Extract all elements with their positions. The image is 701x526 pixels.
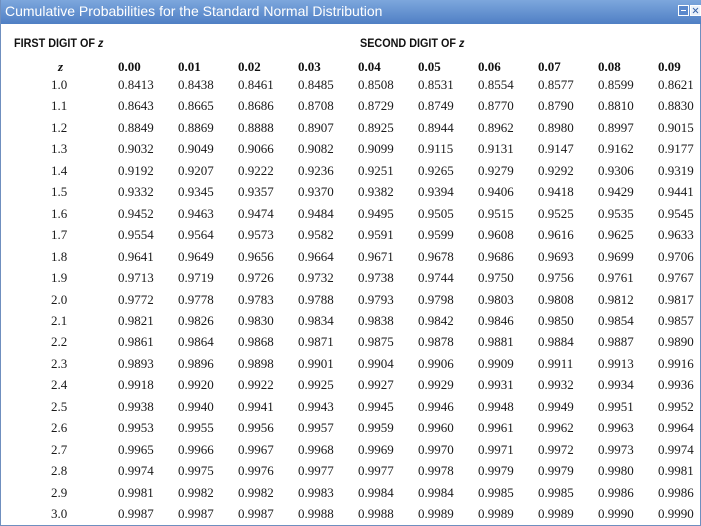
table-cell: 0.9989	[478, 506, 514, 521]
table-cell: 0.9535	[598, 206, 634, 221]
table-cell: 0.9963	[598, 420, 634, 435]
table-cell: 0.9929	[418, 377, 454, 392]
table-cell: 0.9656	[238, 249, 274, 264]
table-cell: 0.8770	[478, 98, 514, 113]
table-cell: 0.9177	[658, 141, 694, 156]
table-cell: 0.9788	[298, 292, 334, 307]
table-cell: 0.9761	[598, 270, 634, 285]
table-cell: 0.9778	[178, 292, 214, 307]
row-z-value: 1.4	[51, 163, 68, 178]
title-bar	[1, 0, 701, 24]
table-cell: 0.9484	[298, 206, 334, 221]
table-cell: 0.8944	[418, 120, 454, 135]
table-cell: 0.8508	[358, 77, 394, 92]
second-digit-label: SECOND DIGIT OF	[360, 36, 457, 50]
column-header: 0.07	[538, 59, 561, 74]
table-cell: 0.9279	[478, 163, 514, 178]
table-cell: 0.8849	[118, 120, 154, 135]
table-cell: 0.9429	[598, 184, 634, 199]
table-cell: 0.9979	[478, 463, 514, 478]
table-cell: 0.8790	[538, 98, 574, 113]
table-cell: 0.9463	[178, 206, 214, 221]
table-cell: 0.9756	[538, 270, 574, 285]
table-cell: 0.9943	[298, 399, 334, 414]
table-cell: 0.9948	[478, 399, 514, 414]
table-cell: 0.9582	[298, 227, 334, 242]
table-cell: 0.9973	[598, 442, 634, 457]
table-cell: 0.9793	[358, 292, 394, 307]
table-cell: 0.9887	[598, 334, 634, 349]
table-cell: 0.8830	[658, 98, 694, 113]
table-cell: 0.9099	[358, 141, 394, 156]
table-cell: 0.9838	[358, 313, 394, 328]
table-cell: 0.9394	[418, 184, 454, 199]
table-cell: 0.9916	[658, 356, 694, 371]
table-cell: 0.9990	[658, 506, 694, 521]
table-cell: 0.9952	[658, 399, 694, 414]
table-cell: 0.9940	[178, 399, 214, 414]
row-z-value: 2.6	[51, 420, 68, 435]
table-cell: 0.9953	[118, 420, 154, 435]
table-cell: 0.9909	[478, 356, 514, 371]
table-cell: 0.9985	[538, 485, 574, 500]
table-cell: 0.9803	[478, 292, 514, 307]
column-header: 0.03	[298, 59, 321, 74]
table-cell: 0.9871	[298, 334, 334, 349]
table-cell: 0.8665	[178, 98, 214, 113]
table-cell: 0.9750	[478, 270, 514, 285]
table-cell: 0.9251	[358, 163, 394, 178]
table-cell: 0.9545	[658, 206, 694, 221]
table-cell: 0.9988	[358, 506, 394, 521]
table-cell: 0.9049	[178, 141, 214, 156]
table-cell: 0.8869	[178, 120, 214, 135]
table-cell: 0.9515	[478, 206, 514, 221]
table-cell: 0.9906	[418, 356, 454, 371]
table-cell: 0.9979	[538, 463, 574, 478]
table-cell: 0.9931	[478, 377, 514, 392]
table-cell: 0.9949	[538, 399, 574, 414]
column-header: 0.04	[358, 59, 381, 74]
table-cell: 0.9936	[658, 377, 694, 392]
table-cell: 0.9207	[178, 163, 214, 178]
table-cell: 0.9934	[598, 377, 634, 392]
table-cell: 0.9861	[118, 334, 154, 349]
table-cell: 0.9986	[658, 485, 694, 500]
table-cell: 0.9834	[298, 313, 334, 328]
table-cell: 0.9927	[358, 377, 394, 392]
table-cell: 0.9966	[178, 442, 214, 457]
row-z-value: 2.0	[51, 292, 68, 307]
table-cell: 0.9986	[598, 485, 634, 500]
second-digit-header	[360, 36, 464, 50]
table-cell: 0.9884	[538, 334, 574, 349]
table-cell: 0.9306	[598, 163, 634, 178]
row-z-value: 1.7	[51, 227, 68, 242]
table-cell: 0.9868	[238, 334, 274, 349]
table-cell: 0.9932	[538, 377, 574, 392]
table-cell: 0.9896	[178, 356, 214, 371]
table-cell: 0.9976	[238, 463, 274, 478]
table-cell: 0.8554	[478, 77, 514, 92]
table-cell: 0.9875	[358, 334, 394, 349]
table-cell: 0.9969	[358, 442, 394, 457]
table-cell: 0.9671	[358, 249, 394, 264]
column-header: 0.05	[418, 59, 441, 74]
table-cell: 0.9878	[418, 334, 454, 349]
table-cell: 0.9495	[358, 206, 394, 221]
table-cell: 0.8643	[118, 98, 154, 113]
table-cell: 0.8749	[418, 98, 454, 113]
close-icon[interactable]	[690, 5, 701, 16]
table-cell: 0.9965	[118, 442, 154, 457]
table-cell: 0.9357	[238, 184, 274, 199]
table-cell: 0.9738	[358, 270, 394, 285]
table-cell: 0.9713	[118, 270, 154, 285]
row-z-value: 1.0	[51, 77, 68, 92]
table-cell: 0.9821	[118, 313, 154, 328]
table-cell: 0.9982	[178, 485, 214, 500]
row-z-value: 2.4	[51, 377, 68, 392]
table-cell: 0.9767	[658, 270, 694, 285]
table-cell: 0.9474	[238, 206, 274, 221]
table-cell: 0.9938	[118, 399, 154, 414]
column-header: 0.02	[238, 59, 261, 74]
table-cell: 0.9904	[358, 356, 394, 371]
minimize-icon[interactable]	[678, 5, 689, 16]
row-z-value: 1.3	[51, 141, 68, 156]
row-z-value: 1.5	[51, 184, 68, 199]
table-cell: 0.8461	[238, 77, 274, 92]
table-cell: 0.9989	[418, 506, 454, 521]
table-cell: 0.9977	[358, 463, 394, 478]
table-cell: 0.9222	[238, 163, 274, 178]
table-cell: 0.9319	[658, 163, 694, 178]
table-cell: 0.9988	[298, 506, 334, 521]
table-cell: 0.9987	[118, 506, 154, 521]
table-cell: 0.9693	[538, 249, 574, 264]
row-z-value: 2.9	[51, 485, 68, 500]
table-cell: 0.9945	[358, 399, 394, 414]
row-z-value: 2.7	[51, 442, 68, 457]
table-cell: 0.9984	[358, 485, 394, 500]
table-cell: 0.9920	[178, 377, 214, 392]
row-z-value: 2.5	[51, 399, 68, 414]
table-cell: 0.9744	[418, 270, 454, 285]
window-title: Cumulative Probabilities for the Standard Normal Distribution	[5, 3, 383, 19]
table-cell: 0.9981	[118, 485, 154, 500]
table-cell: 0.8708	[298, 98, 334, 113]
table-cell: 0.9967	[238, 442, 274, 457]
table-cell: 0.9981	[658, 463, 694, 478]
table-cell: 0.9564	[178, 227, 214, 242]
table-cell: 0.8413	[118, 77, 154, 92]
table-cell: 0.8621	[658, 77, 694, 92]
table-cell: 0.8577	[538, 77, 574, 92]
table-cell: 0.9699	[598, 249, 634, 264]
table-cell: 0.9616	[538, 227, 574, 242]
table-cell: 0.9864	[178, 334, 214, 349]
table-cell: 0.9984	[418, 485, 454, 500]
table-cell: 0.8810	[598, 98, 634, 113]
table-cell: 0.9925	[298, 377, 334, 392]
table-cell: 0.9980	[598, 463, 634, 478]
table-cell: 0.9732	[298, 270, 334, 285]
table-cell: 0.9678	[418, 249, 454, 264]
table-cell: 0.9971	[478, 442, 514, 457]
table-cell: 0.9625	[598, 227, 634, 242]
table-cell: 0.9686	[478, 249, 514, 264]
table-cell: 0.9970	[418, 442, 454, 457]
table-cell: 0.9706	[658, 249, 694, 264]
table-cell: 0.9162	[598, 141, 634, 156]
table-cell: 0.9974	[118, 463, 154, 478]
table-cell: 0.9987	[178, 506, 214, 521]
table-cell: 0.9830	[238, 313, 274, 328]
table-cell: 0.9066	[238, 141, 274, 156]
table-cell: 0.9525	[538, 206, 574, 221]
table-cell: 0.9983	[298, 485, 334, 500]
table-cell: 0.9633	[658, 227, 694, 242]
table-cell: 0.8888	[238, 120, 274, 135]
table-cell: 0.8997	[598, 120, 634, 135]
row-z-value: 2.8	[51, 463, 68, 478]
table-cell: 0.9974	[658, 442, 694, 457]
table-cell: 0.9962	[538, 420, 574, 435]
column-header: 0.08	[598, 59, 621, 74]
table-cell: 0.9808	[538, 292, 574, 307]
table-cell: 0.9975	[178, 463, 214, 478]
table-cell: 0.9147	[538, 141, 574, 156]
row-z-value: 1.6	[51, 206, 68, 221]
table-cell: 0.9846	[478, 313, 514, 328]
table-cell: 0.9955	[178, 420, 214, 435]
table-cell: 0.9783	[238, 292, 274, 307]
table-cell: 0.8485	[298, 77, 334, 92]
table-cell: 0.9881	[478, 334, 514, 349]
first-digit-label: FIRST DIGIT OF	[14, 36, 95, 50]
table-cell: 0.9345	[178, 184, 214, 199]
table-cell: 0.9918	[118, 377, 154, 392]
first-digit-z-symbol: z	[98, 36, 104, 50]
row-z-value: 2.1	[51, 313, 68, 328]
table-cell: 0.9265	[418, 163, 454, 178]
table-cell: 0.9972	[538, 442, 574, 457]
table-cell: 0.9850	[538, 313, 574, 328]
table-cell: 0.9857	[658, 313, 694, 328]
column-header: 0.00	[118, 59, 141, 74]
column-header: 0.09	[658, 59, 681, 74]
row-z-value: 1.8	[51, 249, 68, 264]
table-cell: 0.9987	[238, 506, 274, 521]
table-cell: 0.9573	[238, 227, 274, 242]
table-cell: 0.8925	[358, 120, 394, 135]
table-cell: 0.9922	[238, 377, 274, 392]
table-cell: 0.9131	[478, 141, 514, 156]
table-cell: 0.9941	[238, 399, 274, 414]
row-z-value: 1.2	[51, 120, 68, 135]
table-cell: 0.8599	[598, 77, 634, 92]
table-cell: 0.9599	[418, 227, 454, 242]
table-cell: 0.9015	[658, 120, 694, 135]
table-cell: 0.9082	[298, 141, 334, 156]
table-cell: 0.9719	[178, 270, 214, 285]
table-cell: 0.8907	[298, 120, 334, 135]
column-header: 0.01	[178, 59, 201, 74]
table-cell: 0.8531	[418, 77, 454, 92]
table-cell: 0.9901	[298, 356, 334, 371]
table-cell: 0.9826	[178, 313, 214, 328]
table-cell: 0.9370	[298, 184, 334, 199]
table-cell: 0.9115	[418, 141, 454, 156]
table-cell: 0.9554	[118, 227, 154, 242]
table-cell: 0.9664	[298, 249, 334, 264]
table-cell: 0.8962	[478, 120, 514, 135]
row-z-value: 1.1	[51, 98, 68, 113]
table-cell: 0.9441	[658, 184, 694, 199]
table-cell: 0.9032	[118, 141, 154, 156]
table-cell: 0.9854	[598, 313, 634, 328]
table-cell: 0.9911	[538, 356, 574, 371]
table-cell: 0.8686	[238, 98, 274, 113]
table-cell: 0.9591	[358, 227, 394, 242]
table-cell: 0.9968	[298, 442, 334, 457]
table-cell: 0.8980	[538, 120, 574, 135]
table-cell: 0.9772	[118, 292, 154, 307]
table-cell: 0.9452	[118, 206, 154, 221]
table-cell: 0.9505	[418, 206, 454, 221]
table-cell: 0.9989	[538, 506, 574, 521]
table-cell: 0.9990	[598, 506, 634, 521]
first-digit-header	[14, 36, 103, 50]
table-cell: 0.8729	[358, 98, 394, 113]
second-digit-z-symbol: z	[459, 36, 465, 50]
table-cell: 0.9893	[118, 356, 154, 371]
table-cell: 0.9406	[478, 184, 514, 199]
table-cell: 0.9842	[418, 313, 454, 328]
table-cell: 0.9978	[418, 463, 454, 478]
table-cell: 0.9798	[418, 292, 454, 307]
table-cell: 0.9641	[118, 249, 154, 264]
row-z-value: 1.9	[51, 270, 68, 285]
table-cell: 0.9951	[598, 399, 634, 414]
table-cell: 0.9946	[418, 399, 454, 414]
row-z-value: 2.2	[51, 334, 68, 349]
table-cell: 0.9977	[298, 463, 334, 478]
table-cell: 0.9898	[238, 356, 274, 371]
table-cell: 0.9292	[538, 163, 574, 178]
table-cell: 0.9418	[538, 184, 574, 199]
table-cell: 0.9332	[118, 184, 154, 199]
table-cell: 0.9192	[118, 163, 154, 178]
table-cell: 0.9961	[478, 420, 514, 435]
table-cell: 0.9649	[178, 249, 214, 264]
column-header: 0.06	[478, 59, 501, 74]
table-cell: 0.8438	[178, 77, 214, 92]
table-cell: 0.9236	[298, 163, 334, 178]
row-z-value: 3.0	[51, 506, 68, 521]
table-cell: 0.9382	[358, 184, 394, 199]
table-cell: 0.9956	[238, 420, 274, 435]
table-cell: 0.9959	[358, 420, 394, 435]
table-cell: 0.9890	[658, 334, 694, 349]
table-cell: 0.9608	[478, 227, 514, 242]
table-cell: 0.9817	[658, 292, 694, 307]
table-cell: 0.9957	[298, 420, 334, 435]
row-z-value: 2.3	[51, 356, 68, 371]
table-cell: 0.9726	[238, 270, 274, 285]
table-cell: 0.9985	[478, 485, 514, 500]
table-cell: 0.9982	[238, 485, 274, 500]
table-cell: 0.9964	[658, 420, 694, 435]
table-cell: 0.9913	[598, 356, 634, 371]
table-cell: 0.9812	[598, 292, 634, 307]
z-column-header: z	[58, 59, 64, 74]
table-cell: 0.9960	[418, 420, 454, 435]
